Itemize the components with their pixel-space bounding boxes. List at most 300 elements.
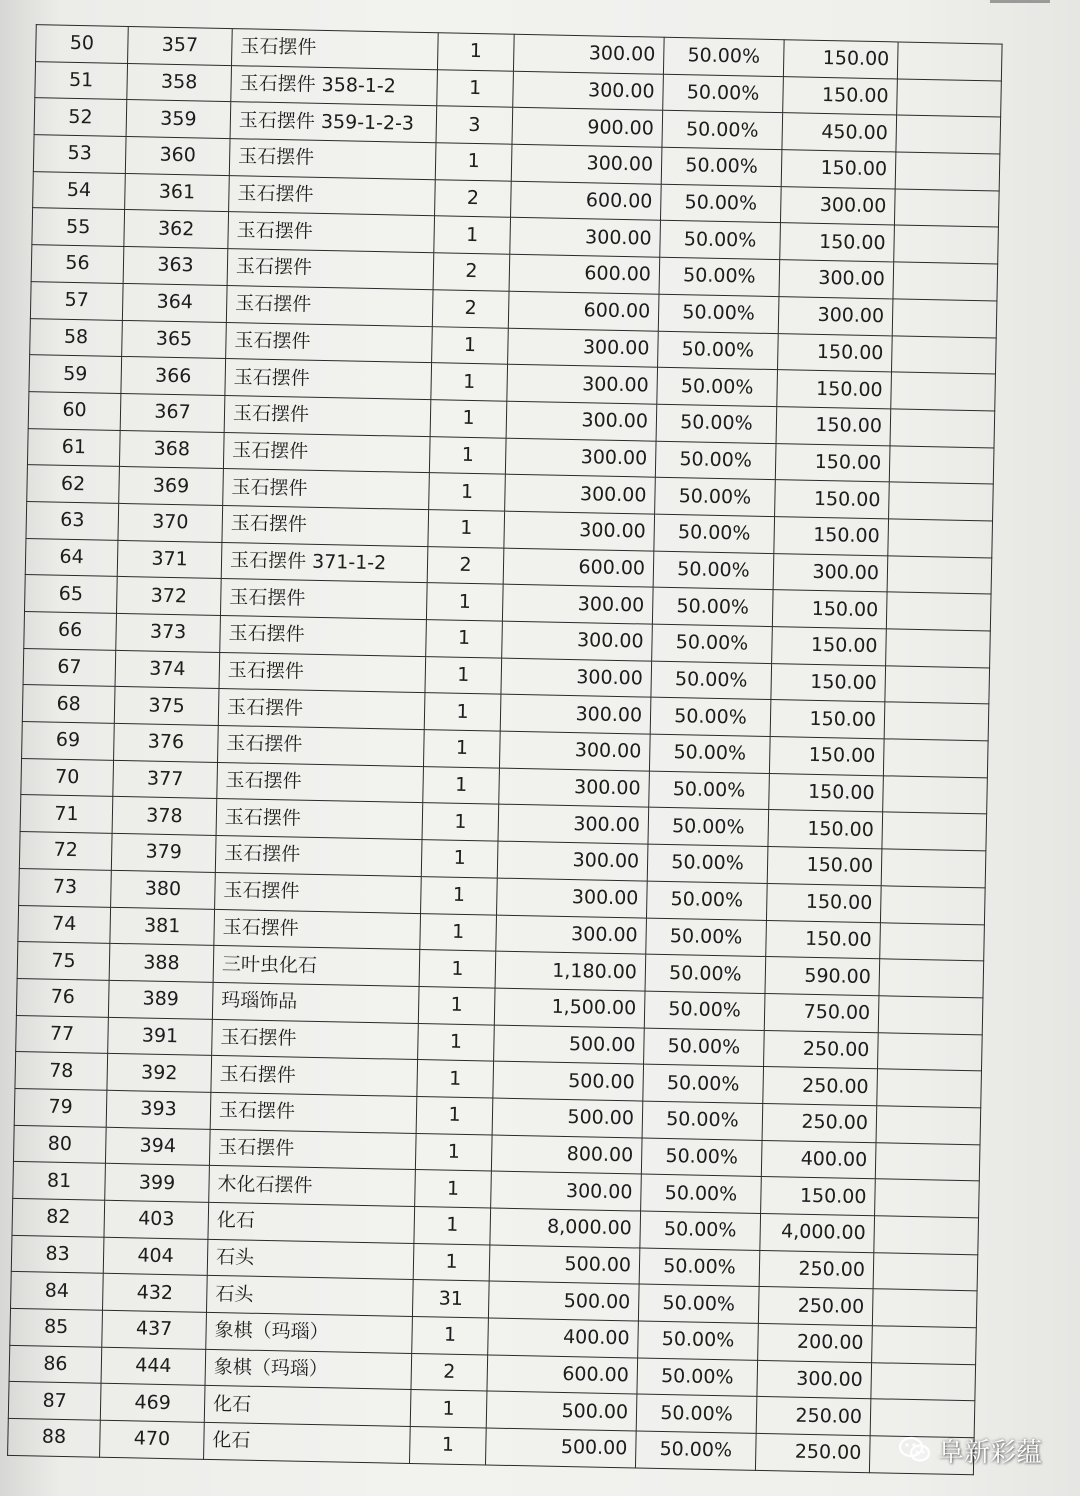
rate-cell: 50.00% — [638, 1284, 759, 1323]
rate-cell: 50.00% — [646, 918, 767, 957]
rate-cell: 50.00% — [642, 1101, 763, 1140]
item-code-cell: 377 — [113, 760, 218, 799]
quantity-cell: 2 — [435, 179, 512, 217]
item-name-cell: 化石 — [204, 1386, 411, 1427]
quantity-cell: 1 — [418, 986, 495, 1024]
item-code-cell: 369 — [119, 467, 224, 506]
item-name-cell: 玉石摆件 — [219, 652, 426, 693]
empty-cell — [889, 445, 994, 484]
item-code-cell: 363 — [123, 247, 228, 286]
quantity-cell: 1 — [413, 1243, 490, 1281]
empty-cell — [883, 739, 988, 778]
rate-cell: 50.00% — [652, 624, 773, 663]
item-name-cell: 玉石摆件 — [220, 615, 427, 656]
quantity-cell: 1 — [421, 840, 498, 878]
amount-cell: 150.00 — [761, 1177, 876, 1216]
empty-cell — [880, 922, 985, 961]
item-name-cell: 玉石摆件 — [224, 395, 431, 436]
quantity-cell: 1 — [412, 1317, 489, 1355]
unit-price-cell: 300.00 — [505, 438, 656, 478]
empty-cell — [886, 629, 991, 668]
empty-cell — [894, 225, 999, 264]
amount-cell: 450.00 — [782, 113, 897, 152]
unit-price-cell: 300.00 — [507, 364, 658, 404]
item-name-cell: 玉石摆件 — [232, 29, 439, 70]
row-number-cell: 59 — [29, 355, 122, 394]
row-number-cell: 69 — [22, 722, 115, 761]
amount-cell: 150.00 — [772, 627, 887, 666]
quantity-cell: 1 — [428, 510, 505, 548]
row-number-cell: 62 — [27, 465, 120, 504]
row-number-cell: 88 — [8, 1419, 101, 1458]
rate-cell: 50.00% — [644, 991, 765, 1030]
row-number-cell: 63 — [26, 502, 119, 541]
row-number-cell: 56 — [31, 245, 124, 284]
empty-cell — [873, 1252, 978, 1291]
amount-cell: 150.00 — [766, 883, 881, 922]
unit-price-cell: 300.00 — [499, 731, 650, 771]
rate-cell: 50.00% — [660, 184, 781, 223]
item-code-cell: 359 — [126, 100, 231, 139]
unit-price-cell: 300.00 — [497, 878, 648, 918]
empty-cell — [888, 519, 993, 558]
amount-cell: 250.00 — [763, 1067, 878, 1106]
quantity-cell: 1 — [410, 1390, 487, 1428]
unit-price-cell: 300.00 — [511, 144, 662, 184]
row-number-cell: 58 — [30, 318, 123, 357]
rate-cell: 50.00% — [655, 477, 776, 516]
amount-cell: 300.00 — [778, 296, 893, 335]
quantity-cell: 2 — [433, 253, 510, 291]
unit-price-cell: 500.00 — [493, 1061, 644, 1101]
empty-cell — [896, 115, 1001, 154]
item-name-cell: 玉石摆件 — [216, 799, 423, 840]
rate-cell: 50.00% — [659, 257, 780, 296]
rate-cell: 50.00% — [639, 1248, 760, 1287]
item-name-cell: 玉石摆件 — [210, 1092, 417, 1133]
rate-cell: 50.00% — [658, 331, 779, 370]
amount-cell: 250.00 — [755, 1434, 870, 1473]
item-name-cell: 玛瑙饰品 — [212, 982, 419, 1023]
item-name-cell: 玉石摆件 — [229, 139, 436, 180]
item-name-cell: 化石 — [204, 1422, 411, 1463]
amount-cell: 300.00 — [773, 553, 888, 592]
unit-price-cell: 300.00 — [510, 218, 661, 258]
amount-cell: 150.00 — [771, 663, 886, 702]
row-number-cell: 87 — [8, 1382, 101, 1421]
amount-cell: 150.00 — [767, 847, 882, 886]
rate-cell: 50.00% — [638, 1321, 759, 1360]
empty-cell — [872, 1326, 977, 1365]
unit-price-cell: 300.00 — [502, 621, 653, 661]
rate-cell: 50.00% — [649, 734, 770, 773]
rate-cell: 50.00% — [643, 1064, 764, 1103]
item-name-cell: 玉石摆件 358-1-2 — [231, 65, 438, 106]
item-code-cell: 366 — [121, 357, 226, 396]
rate-cell: 50.00% — [641, 1138, 762, 1177]
empty-cell — [880, 886, 985, 925]
unit-price-cell: 600.00 — [503, 548, 654, 588]
unit-price-cell: 300.00 — [504, 511, 655, 551]
rate-cell: 50.00% — [646, 881, 767, 920]
unit-price-cell: 300.00 — [508, 328, 659, 368]
row-number-cell: 60 — [28, 391, 121, 430]
amount-cell: 150.00 — [769, 773, 884, 812]
quantity-cell: 1 — [426, 583, 503, 621]
row-number-cell: 71 — [20, 795, 113, 834]
row-number-cell: 82 — [12, 1198, 105, 1237]
item-name-cell: 象棋（玛瑙） — [206, 1312, 413, 1353]
row-number-cell: 86 — [9, 1345, 102, 1384]
item-name-cell: 石头 — [206, 1276, 413, 1317]
item-name-cell: 玉石摆件 — [209, 1129, 416, 1170]
row-number-cell: 57 — [30, 281, 123, 320]
empty-cell — [872, 1289, 977, 1328]
item-name-cell: 三叶虫化石 — [213, 946, 420, 987]
row-number-cell: 81 — [13, 1162, 106, 1201]
item-name-cell: 木化石摆件 — [209, 1166, 416, 1207]
row-number-cell: 76 — [16, 978, 109, 1017]
rate-cell: 50.00% — [662, 111, 783, 150]
amount-cell: 300.00 — [780, 186, 895, 225]
item-code-cell: 404 — [103, 1237, 208, 1276]
quantity-cell: 2 — [427, 546, 504, 584]
item-name-cell: 玉石摆件 — [211, 1056, 418, 1097]
unit-price-cell: 1,180.00 — [495, 951, 646, 991]
item-code-cell: 469 — [100, 1384, 205, 1423]
amount-cell: 250.00 — [762, 1103, 877, 1142]
quantity-cell: 2 — [411, 1353, 488, 1391]
item-name-cell: 玉石摆件 — [217, 762, 424, 803]
unit-price-cell: 500.00 — [485, 1428, 636, 1468]
amount-cell: 150.00 — [780, 223, 895, 262]
item-code-cell: 367 — [120, 393, 225, 432]
quantity-cell: 1 — [423, 766, 500, 804]
empty-cell — [881, 849, 986, 888]
item-name-cell: 玉石摆件 — [218, 726, 425, 767]
unit-price-cell: 400.00 — [488, 1318, 639, 1358]
amount-cell: 250.00 — [764, 1030, 879, 1069]
row-number-cell: 68 — [22, 685, 115, 724]
unit-price-cell: 900.00 — [512, 108, 663, 148]
amount-cell: 150.00 — [775, 443, 890, 482]
item-name-cell: 玉石摆件 — [220, 579, 427, 620]
amount-cell: 4,000.00 — [760, 1213, 875, 1252]
item-name-cell: 玉石摆件 — [215, 836, 422, 877]
rate-cell: 50.00% — [653, 551, 774, 590]
empty-cell — [883, 776, 988, 815]
item-code-cell: 372 — [116, 577, 221, 616]
row-number-cell: 75 — [17, 942, 110, 981]
row-number-cell: 65 — [25, 575, 118, 614]
empty-cell — [877, 1032, 982, 1071]
rate-cell: 50.00% — [652, 587, 773, 626]
item-name-cell: 玉石摆件 359-1-2-3 — [230, 102, 437, 143]
unit-price-cell: 600.00 — [509, 254, 660, 294]
row-number-cell: 53 — [33, 135, 126, 174]
amount-cell: 250.00 — [758, 1287, 873, 1326]
item-code-cell: 357 — [128, 27, 233, 66]
empty-cell — [875, 1142, 980, 1181]
row-number-cell: 54 — [33, 171, 126, 210]
quantity-cell: 1 — [429, 436, 506, 474]
item-code-cell: 373 — [116, 613, 221, 652]
unit-price-cell: 600.00 — [511, 181, 662, 221]
unit-price-cell: 500.00 — [494, 1025, 645, 1065]
amount-cell: 150.00 — [776, 406, 891, 445]
empty-cell — [877, 1069, 982, 1108]
rate-cell: 50.00% — [650, 698, 771, 737]
empty-cell — [871, 1362, 976, 1401]
item-name-cell: 玉石摆件 — [228, 212, 435, 253]
item-name-cell: 玉石摆件 — [212, 1019, 419, 1060]
empty-cell — [889, 482, 994, 521]
quantity-cell: 1 — [415, 1170, 492, 1208]
row-number-cell: 61 — [27, 428, 120, 467]
row-number-cell: 52 — [34, 98, 127, 137]
item-name-cell: 玉石摆件 371-1-2 — [221, 542, 428, 583]
amount-cell: 150.00 — [768, 810, 883, 849]
item-code-cell: 381 — [110, 907, 215, 946]
rate-cell: 50.00% — [636, 1394, 757, 1433]
item-code-cell: 361 — [125, 173, 230, 212]
quantity-cell: 1 — [429, 473, 506, 511]
item-code-cell: 368 — [119, 430, 224, 469]
item-code-cell: 362 — [124, 210, 229, 249]
amount-cell: 150.00 — [766, 920, 881, 959]
empty-cell — [891, 335, 996, 374]
amount-cell: 300.00 — [757, 1360, 872, 1399]
row-number-cell: 70 — [21, 758, 114, 797]
item-code-cell: 364 — [122, 283, 227, 322]
row-number-cell: 84 — [11, 1272, 104, 1311]
row-number-cell: 66 — [24, 612, 117, 651]
rate-cell: 50.00% — [647, 844, 768, 883]
quantity-cell: 1 — [430, 400, 507, 438]
item-code-cell: 399 — [105, 1164, 210, 1203]
unit-price-cell: 300.00 — [498, 805, 649, 845]
rate-cell: 50.00% — [663, 37, 784, 76]
item-code-cell: 389 — [108, 980, 213, 1019]
rate-cell: 50.00% — [637, 1358, 758, 1397]
rate-cell: 50.00% — [658, 294, 779, 333]
item-name-cell: 玉石摆件 — [218, 689, 425, 730]
row-number-cell: 80 — [13, 1125, 106, 1164]
row-number-cell: 83 — [11, 1235, 104, 1274]
row-number-cell: 79 — [14, 1088, 107, 1127]
amount-cell: 150.00 — [774, 517, 889, 556]
unit-price-cell: 300.00 — [502, 584, 653, 624]
rate-cell: 50.00% — [648, 808, 769, 847]
quantity-cell: 1 — [409, 1427, 486, 1465]
unit-price-cell: 300.00 — [499, 768, 650, 808]
quantity-cell: 1 — [432, 326, 509, 364]
item-code-cell: 394 — [105, 1127, 210, 1166]
empty-cell — [875, 1179, 980, 1218]
amount-cell: 150.00 — [769, 737, 884, 776]
unit-price-cell: 300.00 — [500, 695, 651, 735]
row-number-cell: 77 — [16, 1015, 109, 1054]
amount-cell: 400.00 — [761, 1140, 876, 1179]
quantity-cell: 3 — [436, 106, 513, 144]
rate-cell: 50.00% — [657, 367, 778, 406]
amount-cell: 250.00 — [759, 1250, 874, 1289]
item-name-cell: 玉石摆件 — [222, 505, 429, 546]
item-code-cell: 388 — [109, 944, 214, 983]
empty-cell — [878, 996, 983, 1035]
wechat-icon — [898, 1435, 932, 1465]
amount-cell: 150.00 — [775, 480, 890, 519]
empty-cell — [874, 1216, 979, 1255]
table-body — [8, 25, 1003, 1475]
quantity-cell: 2 — [432, 289, 509, 327]
rate-cell: 50.00% — [651, 661, 772, 700]
row-number-cell: 67 — [23, 648, 116, 687]
rate-cell: 50.00% — [661, 147, 782, 186]
item-code-cell: 403 — [104, 1200, 209, 1239]
unit-price-cell: 500.00 — [489, 1245, 640, 1285]
empty-cell — [885, 666, 990, 705]
empty-cell — [887, 555, 992, 594]
amount-cell: 150.00 — [777, 370, 892, 409]
rate-cell: 50.00% — [644, 1028, 765, 1067]
empty-cell — [886, 592, 991, 631]
quantity-cell: 1 — [431, 363, 508, 401]
amount-cell: 750.00 — [764, 993, 879, 1032]
item-name-cell: 玉石摆件 — [225, 359, 432, 400]
empty-cell — [892, 299, 997, 338]
rate-cell: 50.00% — [654, 514, 775, 553]
unit-price-cell: 300.00 — [491, 1171, 642, 1211]
quantity-cell: 1 — [425, 656, 502, 694]
item-code-cell: 393 — [106, 1090, 211, 1129]
quantity-cell: 1 — [434, 216, 511, 254]
unit-price-cell: 300.00 — [513, 71, 664, 111]
amount-cell: 150.00 — [781, 150, 896, 189]
quantity-cell: 1 — [437, 33, 514, 71]
item-code-cell: 378 — [112, 797, 217, 836]
rate-cell: 50.00% — [641, 1174, 762, 1213]
quantity-cell: 1 — [420, 913, 497, 951]
account-watermark — [898, 1430, 1042, 1470]
unit-price-cell: 500.00 — [492, 1098, 643, 1138]
empty-cell — [894, 189, 999, 228]
empty-cell — [876, 1106, 981, 1145]
rate-cell: 50.00% — [640, 1211, 761, 1250]
unit-price-cell: 500.00 — [488, 1281, 639, 1321]
rate-cell: 50.00% — [656, 404, 777, 443]
unit-price-cell: 600.00 — [487, 1355, 638, 1395]
empty-cell — [891, 372, 996, 411]
empty-cell — [897, 79, 1002, 118]
row-number-cell: 72 — [19, 832, 112, 871]
item-code-cell: 370 — [118, 503, 223, 542]
item-code-cell: 374 — [115, 650, 220, 689]
item-name-cell: 玉石摆件 — [223, 432, 430, 473]
quantity-cell: 1 — [414, 1207, 491, 1245]
empty-cell — [879, 959, 984, 998]
rate-cell: 50.00% — [663, 74, 784, 113]
rate-cell: 50.00% — [635, 1431, 756, 1470]
quantity-cell: 1 — [422, 803, 499, 841]
item-code-cell: 432 — [102, 1274, 207, 1313]
rate-cell: 50.00% — [649, 771, 770, 810]
unit-price-cell: 8,000.00 — [490, 1208, 641, 1248]
quantity-cell: 1 — [415, 1133, 492, 1171]
item-code-cell: 360 — [125, 137, 230, 176]
amount-cell: 150.00 — [772, 590, 887, 629]
quantity-cell: 1 — [437, 69, 514, 107]
item-code-cell: 358 — [127, 63, 232, 102]
rate-cell: 50.00% — [655, 441, 776, 480]
empty-cell — [893, 262, 998, 301]
unit-price-cell: 1,500.00 — [494, 988, 645, 1028]
unit-price-cell: 300.00 — [496, 915, 647, 955]
item-code-cell: 371 — [117, 540, 222, 579]
empty-cell — [897, 42, 1002, 81]
row-number-cell: 74 — [18, 905, 111, 944]
unit-price-cell: 300.00 — [505, 474, 656, 514]
amount-cell: 150.00 — [778, 333, 893, 372]
row-number-cell: 50 — [36, 25, 129, 64]
item-name-cell: 玉石摆件 — [226, 322, 433, 363]
quantity-cell: 1 — [426, 620, 503, 658]
amount-cell: 590.00 — [765, 957, 880, 996]
quantity-cell: 1 — [424, 693, 501, 731]
ledger-sheet — [0, 14, 1028, 1479]
item-code-cell: 392 — [107, 1054, 212, 1093]
quantity-cell: 1 — [416, 1096, 493, 1134]
quantity-cell: 1 — [435, 143, 512, 181]
item-code-cell: 376 — [114, 723, 219, 762]
inventory-table — [7, 24, 1003, 1475]
empty-cell — [890, 409, 995, 448]
row-number-cell: 64 — [25, 538, 118, 577]
unit-price-cell: 300.00 — [497, 841, 648, 881]
unit-price-cell: 300.00 — [506, 401, 657, 441]
row-number-cell: 55 — [32, 208, 125, 247]
item-name-cell: 玉石摆件 — [227, 249, 434, 290]
quantity-cell: 1 — [419, 950, 496, 988]
item-name-cell: 石头 — [207, 1239, 414, 1280]
item-name-cell: 玉石摆件 — [229, 175, 436, 216]
rate-cell: 50.00% — [660, 221, 781, 260]
row-number-cell: 51 — [35, 61, 128, 100]
unit-price-cell: 300.00 — [501, 658, 652, 698]
page-edge-mark — [990, 0, 1050, 3]
item-code-cell: 380 — [111, 870, 216, 909]
item-code-cell: 444 — [101, 1347, 206, 1386]
quantity-cell: 1 — [421, 876, 498, 914]
empty-cell — [882, 812, 987, 851]
unit-price-cell: 500.00 — [486, 1391, 637, 1431]
item-code-cell: 365 — [122, 320, 227, 359]
item-name-cell: 化石 — [208, 1202, 415, 1243]
unit-price-cell: 800.00 — [491, 1135, 642, 1175]
amount-cell: 150.00 — [783, 40, 898, 79]
item-code-cell: 470 — [100, 1420, 205, 1459]
item-code-cell: 379 — [111, 833, 216, 872]
quantity-cell: 1 — [418, 1023, 495, 1061]
quantity-cell: 1 — [417, 1060, 494, 1098]
item-name-cell: 玉石摆件 — [214, 909, 421, 950]
row-number-cell: 85 — [10, 1308, 103, 1347]
watermark-text: 阜新彩蕴 — [938, 1437, 1043, 1468]
unit-price-cell: 600.00 — [508, 291, 659, 331]
row-number-cell: 73 — [19, 868, 112, 907]
row-number-cell: 78 — [15, 1052, 108, 1091]
item-name-cell: 象棋（玛瑙） — [205, 1349, 412, 1390]
